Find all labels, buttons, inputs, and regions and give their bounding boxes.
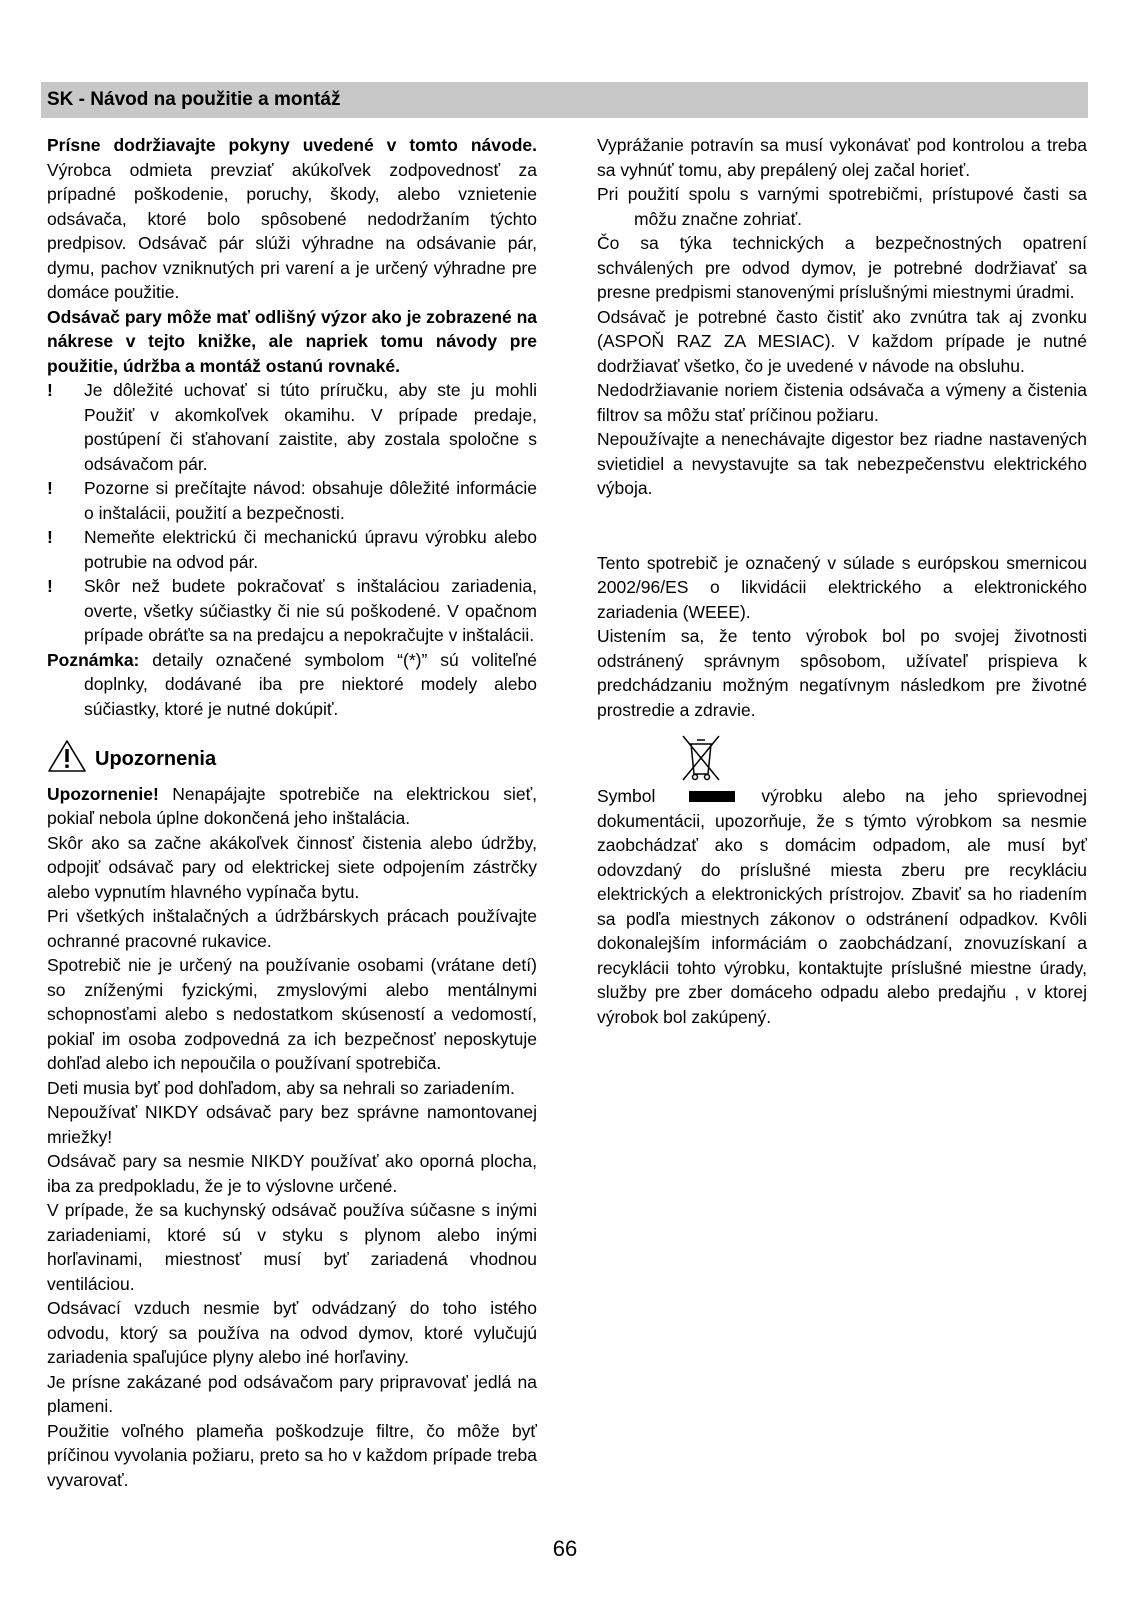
bullet-text: Pozorne si prečítajte návod: obsahuje dôležité informácie o inštalácii, použití a bezpečnosti. — [84, 478, 537, 523]
exclamation-marker: ! — [47, 527, 53, 547]
bullet-text: Skôr než budete pokračovať s inštaláciou zariadenia, overte, všetky súčiastky či nie sú poškodené. V opačnom prípade obráťte sa na predajcu a nepokračujte v inštalácii. — [84, 576, 537, 645]
weee-bar-icon — [689, 791, 735, 802]
warning-paragraph: Odsávací vzduch nesmie byť odvádzaný do toho istého odvodu, ktorý sa používa na odvod dymov, ktoré vylučujú zariadenia spaľujúce plyny alebo iné horľaviny. — [47, 1298, 537, 1367]
spacer — [597, 501, 1087, 551]
warning-paragraph: Nepoužívať NIKDY odsávač pary bez správne namontovanej mriežky! — [47, 1102, 537, 1147]
symbol-line — [597, 784, 1087, 809]
bullet-text: Nemeňte elektrickú či mechanickú úpravu výrobku alebo potrubie na odvod pár. — [84, 527, 537, 572]
weee-paragraph: Uistením sa, že tento výrobok bol po svojej životnosti odstránený správnym spôsobom, užívateľ prispieva k predchádzaniu možným negatívnym následkom pre životné prostredie a zdravie. — [597, 626, 1087, 720]
warning-paragraph: V prípade, že sa kuchynský odsávač používa súčasne s inými zariadeniami, ktoré sú v styku s plynom alebo inými horľavinami, miestnosť musí byť zariadená vhodnou ventiláciou. — [47, 1200, 537, 1294]
exclamation-marker: ! — [47, 478, 53, 498]
bullet-text: Je dôležité uchovať si túto príručku, aby ste ju mohli Použiť v akomkoľvek okamihu. V prípade predaje, postúpení či sťahovaní zaistite, aby zostala spoločne s odsávačom pár. — [84, 380, 537, 474]
bullet-item — [47, 476, 537, 525]
page-number: 66 — [552, 1536, 578, 1561]
note-paragraph — [47, 648, 537, 722]
appearance-notice: Odsávač pary môže mať odlišný výzor ako je zobrazené na nákrese v tejto knižke, ale napriek tomu návody pre použitie, údržba a montáž ostanú rovnaké. — [47, 306, 537, 376]
safety-paragraph: Pri použití spolu s varnými spotrebičmi, prístupové časti sa môžu značne zohriať. — [597, 184, 1087, 229]
exclamation-marker: ! — [47, 380, 53, 400]
note-text: detaily označené symbolom “(*)” sú voliteľné doplnky, dodávané iba pre niektoré modely alebo súčiastky, ktoré je nutné dokúpiť. — [84, 649, 537, 719]
safety-paragraph: Vyprážanie potravín sa musí vykonávať pod kontrolou a treba sa vyhnúť tomu, aby prepálený olej začal horieť. — [597, 135, 1087, 180]
warning-paragraph: Pri všetkých inštalačných a údržbárskych prácach používajte ochranné pracovné rukavice. — [47, 906, 537, 951]
warning-text: Nenapájajte spotrebiče na elektrickou sieť, pokiaľ nebola úplne dokončená jeho inštalácia. — [47, 783, 537, 828]
symbol-word: Symbol — [597, 786, 656, 806]
warnings-heading-row — [47, 739, 537, 780]
left-column — [47, 133, 537, 1492]
warning-paragraph: Použitie voľného plameňa poškodzuje filtre, čo môže byť príčinou vyvolania požiaru, preto sa ho v každom prípade treba vyvarovať. — [47, 1420, 537, 1490]
safety-paragraph: Nedodržiavanie noriem čistenia odsávača a výmeny a čistenia filtrov sa môžu stať príčinou požiaru. — [597, 380, 1087, 425]
crossed-bin-icon — [679, 732, 723, 784]
section-header-bar — [41, 82, 1088, 118]
safety-paragraph: Odsávač je potrebné často čistiť ako zvnútra tak aj zvonku (ASPOŇ RAZ ZA MESIAC). V každom prípade je nutné dodržiavať všetko, čo je uvedené v návode na obsluhu. — [597, 306, 1087, 376]
bullet-item — [47, 574, 537, 648]
section-title: SK - Návod na použitie a montáž — [47, 89, 341, 110]
intro-paragraph — [47, 133, 537, 305]
intro-text: Výrobca odmieta prevziať akúkoľvek zodpovednosť za prípadné poškodenie, poruchy, škody, alebo vznietenie odsávača, ktoré bolo spôsobené nedodržaním týchto predpisov. Odsávač pár slúži výhradne na odsávanie pár, dymu, pachov vzniknutých pri varení a je určený výhradne pre domáce použitie. — [47, 159, 537, 302]
warning-paragraph: Spotrebič nie je určený na používanie osobami (vrátane detí) so zníženými fyzickými, zmyslovými alebo mentálnymi schopnosťami alebo s nedostatkom skúseností a vedomostí, pokiaľ im osoba zodpovedná za ich bezpečnosť neposkytuje dohľad alebo ich nepoučila o používaní spotrebiča. — [47, 955, 537, 1073]
warning-label: Upozornenie! — [47, 783, 159, 804]
warnings-heading: Upozornenia — [95, 748, 217, 770]
warning-paragraph: Odsávač pary sa nesmie NIKDY používať ako oporná plocha, iba za predpokladu, že je to výslovne určené. — [47, 1151, 537, 1196]
warning-paragraph: Je prísne zakázané pod odsávačom pary pripravovať jedlá na plameni. — [47, 1371, 537, 1416]
warning-paragraph: Deti musia byť pod dohľadom, aby sa nehrali so zariadením. — [47, 1077, 515, 1098]
bullet-item — [47, 378, 537, 476]
bullet-item — [47, 525, 537, 574]
symbol-rest: výrobku alebo na jeho sprievodnej — [761, 786, 1087, 806]
warning-triangle-icon — [47, 739, 87, 780]
safety-paragraph: Čo sa týka technických a bezpečnostných opatrení schválených pre odvod dymov, je potrebné dodržiavať sa presne predpismi stanovenými príslušnými miestnymi úradmi. — [597, 233, 1087, 302]
weee-paragraph: Tento spotrebič je označený v súlade s európskou smernicou 2002/96/ES o likvidácii elektrického a elektronického zariadenia (WEEE). — [597, 552, 1087, 622]
right-column — [597, 133, 1087, 1029]
exclamation-marker: ! — [47, 576, 53, 596]
safety-paragraph: Nepoužívajte a nenechávajte digestor bez riadne nastavených svietidiel a nevystavujte sa tak nebezpečenstvu elektrického výboja. — [597, 429, 1087, 498]
symbol-paragraph: dokumentácii, upozorňuje, že s týmto výrobkom sa nesmie zaobchádzať ako s domácim odpadom, ale musí byť odovzdaný do príslušné miesta zberu pre recykláciu elektrických a elektronických prístrojov. Zbaviť sa ho riadením sa podľa miestnych zákonov o odstránení odpadkov. Kvôli dokonalejším informáciám o zaobchádzaní, znovuzískaní a recyklácii tohto výrobku, kontaktujte príslušné miestne úrady, služby pre zber domáceho odpadu alebo predajňu , v ktorej výrobok bol zakúpený. — [597, 810, 1087, 1027]
intro-bold: Prísne dodržiavajte pokyny uvedené v tomto návode. — [47, 135, 537, 155]
note-label: Poznámka: — [47, 649, 140, 670]
warning-paragraph: Skôr ako sa začne akákoľvek činnosť čistenia alebo údržby, odpojiť odsávač pary od elektrickej siete odpojením zástrčky alebo vypnutím hlavného vypínača bytu. — [47, 832, 537, 902]
warning-paragraph — [47, 782, 537, 831]
